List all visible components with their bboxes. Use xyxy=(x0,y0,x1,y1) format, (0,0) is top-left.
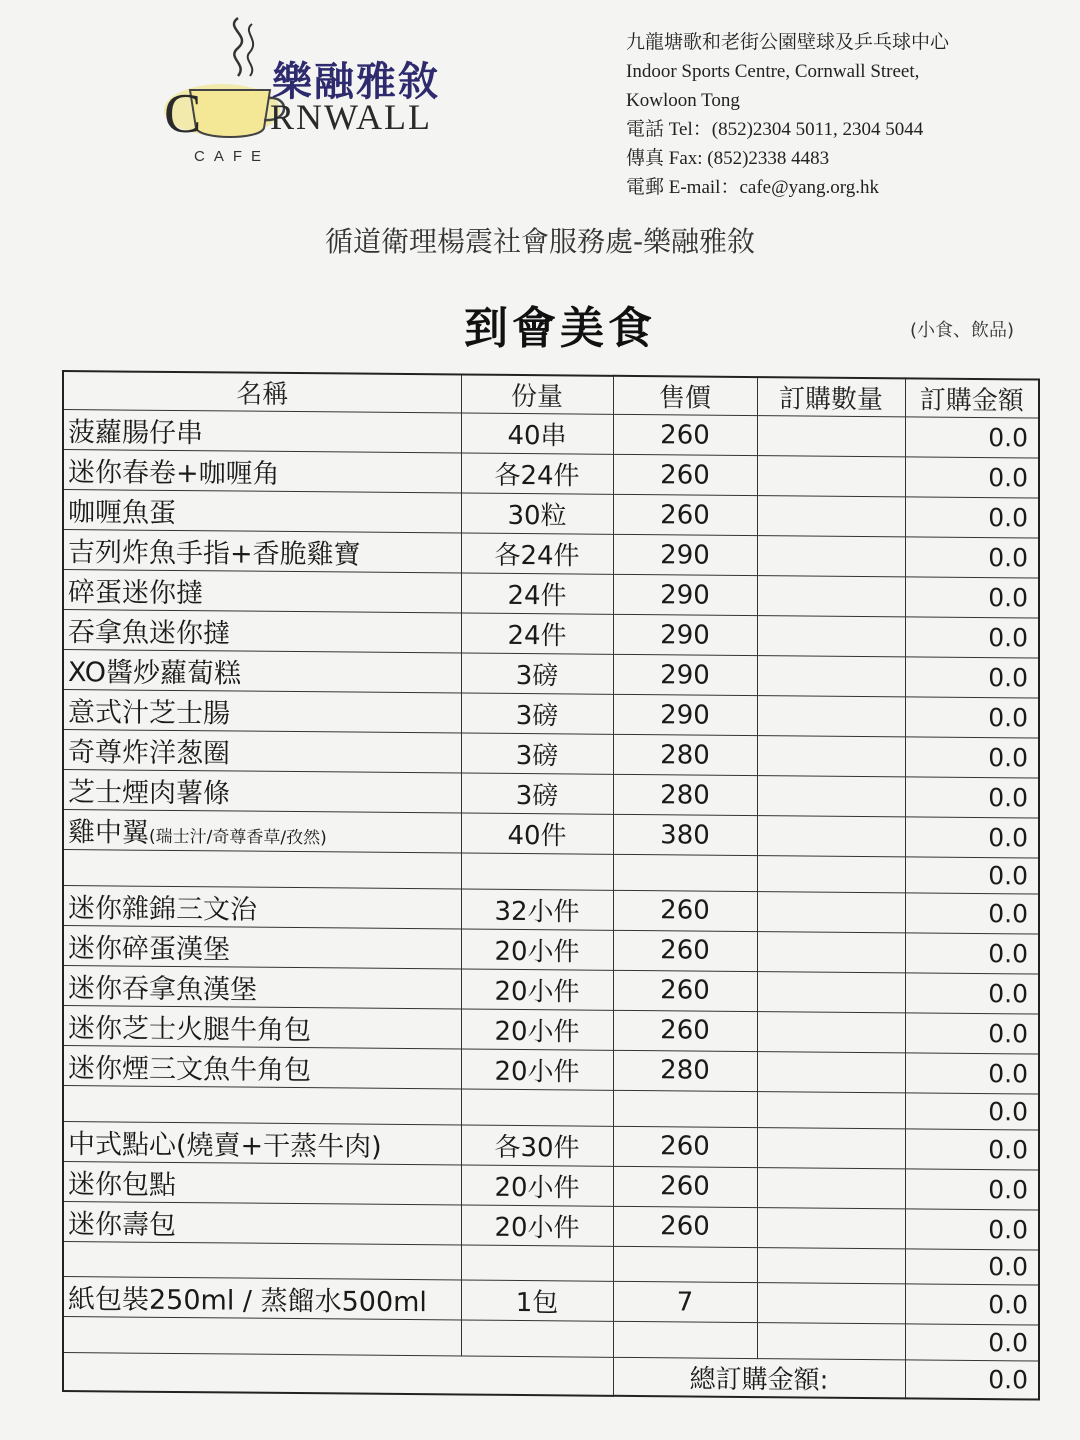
order-quantity-field[interactable] xyxy=(757,1247,905,1284)
item-portion: 20小件 xyxy=(461,1165,613,1206)
order-quantity-field[interactable] xyxy=(757,856,905,893)
order-amount: 0.0 xyxy=(905,1168,1039,1209)
order-quantity-field[interactable] xyxy=(757,1091,905,1128)
item-name-cell xyxy=(63,690,461,733)
order-amount: 0.0 xyxy=(905,893,1039,934)
header-portion: 份量 xyxy=(461,374,613,414)
item-name-cell xyxy=(63,410,461,453)
item-portion: 20小件 xyxy=(461,1009,613,1050)
item-price: 260 xyxy=(613,494,757,535)
item-name-cell xyxy=(63,530,461,573)
order-amount: 0.0 xyxy=(905,617,1039,658)
header-price: 售價 xyxy=(613,376,757,416)
item-name-cell xyxy=(63,810,461,853)
item-name-cell xyxy=(63,610,461,653)
email: 電郵 E-mail：cafe@yang.org.hk xyxy=(626,177,879,198)
order-amount: 0.0 xyxy=(905,857,1039,894)
item-name-cell xyxy=(63,650,461,693)
item-portion: 各24件 xyxy=(461,533,613,574)
item-name: 雞中翼 xyxy=(68,817,149,849)
item-portion xyxy=(461,1245,613,1282)
fax: 傳真 Fax: (852)2338 4483 xyxy=(626,148,830,169)
page-subtitle: (小食、飲品) xyxy=(910,320,1015,341)
order-quantity-field[interactable] xyxy=(757,736,905,777)
order-amount: 0.0 xyxy=(905,777,1039,818)
order-quantity-field[interactable] xyxy=(757,656,905,697)
item-price xyxy=(613,854,757,891)
item-price: 260 xyxy=(613,1166,757,1207)
total-blank-cell xyxy=(63,1353,613,1396)
item-name: 迷你包點 xyxy=(68,1168,176,1201)
order-amount: 0.0 xyxy=(905,657,1039,698)
order-quantity-field[interactable] xyxy=(757,1283,905,1324)
page-title: 到會美食 xyxy=(464,303,656,354)
logo-chinese-name: 樂融雅敘 xyxy=(272,59,440,105)
item-name-cell xyxy=(63,1317,461,1356)
order-amount: 0.0 xyxy=(905,1128,1039,1169)
item-price: 260 xyxy=(613,1206,757,1247)
item-name-cell xyxy=(63,885,461,928)
item-portion: 40件 xyxy=(461,813,613,854)
item-portion: 20小件 xyxy=(461,969,613,1010)
order-quantity-field[interactable] xyxy=(757,696,905,737)
header-order-quantity: 訂購數量 xyxy=(757,377,905,417)
item-portion: 3磅 xyxy=(461,773,613,814)
item-price: 380 xyxy=(613,814,757,855)
item-portion: 1包 xyxy=(461,1280,613,1321)
item-name-cell xyxy=(63,1277,461,1320)
order-quantity-field[interactable] xyxy=(757,496,905,537)
item-price: 260 xyxy=(613,890,757,931)
item-price: 290 xyxy=(613,574,757,615)
item-name-cell xyxy=(63,450,461,493)
item-portion: 3磅 xyxy=(461,693,613,734)
item-name-cell xyxy=(63,1085,461,1124)
order-amount: 0.0 xyxy=(905,973,1039,1014)
item-price: 7 xyxy=(613,1282,757,1323)
item-name-cell xyxy=(63,570,461,613)
item-price xyxy=(613,1246,757,1283)
item-name: 咖喱魚蛋 xyxy=(68,497,176,529)
item-name-cell xyxy=(63,1121,461,1164)
item-name: 迷你雜錦三文治 xyxy=(68,892,257,926)
item-name: 菠蘿腸仔串 xyxy=(68,417,203,450)
order-table xyxy=(62,370,1040,1401)
order-amount: 0.0 xyxy=(905,1284,1039,1325)
item-price: 290 xyxy=(613,654,757,695)
order-amount: 0.0 xyxy=(905,537,1039,578)
item-name-cell xyxy=(63,1005,461,1048)
order-quantity-field[interactable] xyxy=(757,1167,905,1208)
item-name-cell xyxy=(63,965,461,1008)
item-portion: 20小件 xyxy=(461,1049,613,1090)
order-amount: 0.0 xyxy=(905,697,1039,738)
item-price: 260 xyxy=(613,414,757,455)
item-price: 260 xyxy=(613,1010,757,1051)
item-price: 290 xyxy=(613,614,757,655)
item-name-cell xyxy=(63,770,461,813)
item-name: 紙包裝250ml / 蒸餾水500ml xyxy=(68,1284,427,1319)
item-name-cell xyxy=(63,490,461,533)
item-name-cell xyxy=(63,1241,461,1280)
item-price: 290 xyxy=(613,694,757,735)
logo-cafe-text: CAFE xyxy=(194,148,271,165)
item-portion: 40串 xyxy=(461,413,613,454)
order-amount: 0.0 xyxy=(905,817,1039,858)
item-name: 迷你芝士火腿牛角包 xyxy=(68,1012,311,1046)
item-price: 260 xyxy=(613,1126,757,1167)
item-portion: 32小件 xyxy=(461,889,613,930)
item-portion: 各30件 xyxy=(461,1125,613,1166)
total-row xyxy=(63,1353,1039,1400)
item-portion: 24件 xyxy=(461,613,613,654)
order-quantity-field[interactable] xyxy=(757,456,905,497)
order-quantity-field[interactable] xyxy=(757,971,905,1012)
address-chinese: 九龍塘歌和老街公園壁球及乒乓球中心 xyxy=(626,32,950,53)
order-quantity-field[interactable] xyxy=(757,816,905,857)
item-name: 迷你煙三文魚牛角包 xyxy=(68,1052,311,1086)
order-amount: 0.0 xyxy=(905,1093,1039,1130)
order-amount: 0.0 xyxy=(905,1208,1039,1249)
logo-wordmark: RNWALL xyxy=(270,97,432,137)
order-quantity-field[interactable] xyxy=(757,1011,905,1052)
order-quantity-field[interactable] xyxy=(757,536,905,577)
order-quantity-field[interactable] xyxy=(757,931,905,972)
order-amount: 0.0 xyxy=(905,417,1039,458)
item-portion: 各24件 xyxy=(461,453,613,494)
item-name-cell xyxy=(63,925,461,968)
item-name-cell xyxy=(63,1045,461,1088)
address-english-line1: Indoor Sports Centre, Cornwall Street, xyxy=(626,61,920,82)
order-amount: 0.0 xyxy=(905,933,1039,974)
header-order-amount: 訂購金額 xyxy=(905,378,1039,418)
order-amount: 0.0 xyxy=(905,737,1039,778)
item-price: 290 xyxy=(613,534,757,575)
item-name: 芝士煙肉薯條 xyxy=(68,777,230,810)
item-note: (瑞士汁/奇尊香草/孜然) xyxy=(149,826,327,849)
total-label: 總訂購金額: xyxy=(613,1357,905,1398)
item-price: 260 xyxy=(613,930,757,971)
contact-block xyxy=(626,28,949,202)
item-name: 迷你壽包 xyxy=(68,1208,176,1241)
item-name: XO醬炒蘿蔔糕 xyxy=(68,657,242,690)
telephone: 電話 Tel：(852)2304 5011, 2304 5044 xyxy=(626,119,924,140)
logo-c-letter: C xyxy=(164,83,202,145)
item-name-cell xyxy=(63,730,461,773)
item-portion: 30粒 xyxy=(461,493,613,534)
item-price: 280 xyxy=(613,734,757,775)
item-portion: 3磅 xyxy=(461,733,613,774)
order-quantity-field[interactable] xyxy=(757,1051,905,1092)
item-name: 意式汁芝士腸 xyxy=(68,697,230,730)
item-name: 吉列炸魚手指+香脆雞寶 xyxy=(68,537,361,571)
order-amount: 0.0 xyxy=(905,1248,1039,1285)
item-portion xyxy=(461,1320,613,1357)
item-name-cell xyxy=(63,1201,461,1244)
item-portion: 20小件 xyxy=(461,929,613,970)
order-amount: 0.0 xyxy=(905,457,1039,498)
order-quantity-field[interactable] xyxy=(757,616,905,657)
order-amount: 0.0 xyxy=(905,1053,1039,1094)
order-amount: 0.0 xyxy=(905,497,1039,538)
item-name-cell xyxy=(63,850,461,889)
order-quantity-field[interactable] xyxy=(757,891,905,932)
item-name-cell xyxy=(63,1161,461,1204)
order-amount: 0.0 xyxy=(905,1324,1039,1361)
item-name: 迷你春卷+咖喱角 xyxy=(68,457,280,490)
header-name: 名稱 xyxy=(63,371,461,413)
address-english-line2: Kowloon Tong xyxy=(626,90,740,111)
order-quantity-field[interactable] xyxy=(757,576,905,617)
item-name: 奇尊炸洋葱圈 xyxy=(68,737,230,770)
item-portion xyxy=(461,853,613,890)
order-quantity-field[interactable] xyxy=(757,1207,905,1248)
item-price xyxy=(613,1090,757,1127)
item-portion: 3磅 xyxy=(461,653,613,694)
order-amount: 0.0 xyxy=(905,577,1039,618)
item-portion: 20小件 xyxy=(461,1205,613,1246)
order-quantity-field[interactable] xyxy=(757,1127,905,1168)
item-name: 迷你碎蛋漢堡 xyxy=(68,932,230,966)
order-quantity-field[interactable] xyxy=(757,1323,905,1360)
item-price: 260 xyxy=(613,970,757,1011)
order-amount: 0.0 xyxy=(905,1013,1039,1054)
organization-name: 循道衛理楊震社會服務處-樂融雅敘 xyxy=(324,225,756,258)
item-portion: 24件 xyxy=(461,573,613,614)
item-name: 迷你吞拿魚漢堡 xyxy=(68,972,257,1006)
item-price xyxy=(613,1322,757,1359)
item-price: 260 xyxy=(613,454,757,495)
item-price: 280 xyxy=(613,1050,757,1091)
item-name: 中式點心(燒賣+干蒸牛肉) xyxy=(68,1128,382,1163)
item-name: 碎蛋迷你撻 xyxy=(68,577,203,610)
item-price: 280 xyxy=(613,774,757,815)
cafe-logo xyxy=(160,10,480,175)
item-name: 吞拿魚迷你撻 xyxy=(68,617,230,650)
order-quantity-field[interactable] xyxy=(757,776,905,817)
item-portion xyxy=(461,1089,613,1126)
total-amount: 0.0 xyxy=(905,1360,1039,1400)
order-quantity-field[interactable] xyxy=(757,416,905,457)
